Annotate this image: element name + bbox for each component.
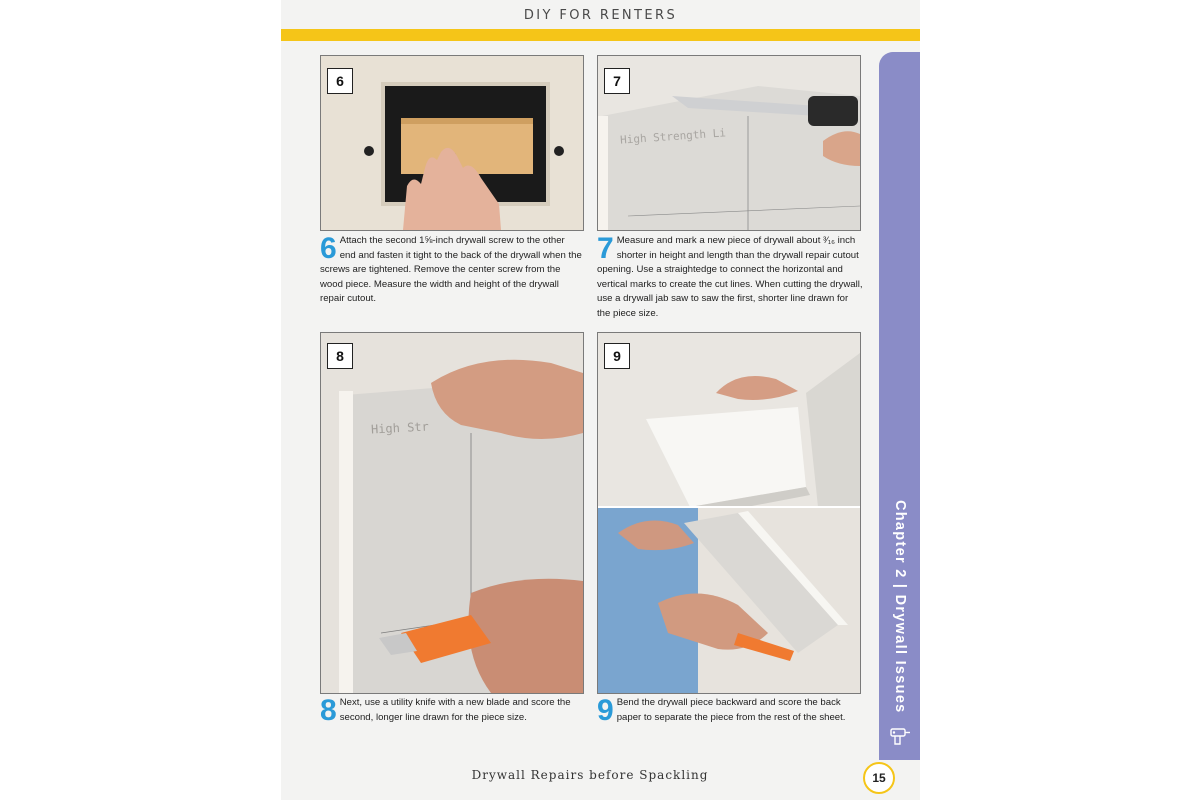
step-7-photo (597, 55, 861, 231)
running-header: DIY FOR RENTERS (523, 8, 678, 23)
step-9-text: Bend the drywall piece backward and score the back paper to separate the piece from the rest of the sheet. (616, 697, 846, 723)
step-6-text: Attach the second 1⅝-inch drywall screw to the other end and fasten it tight to the back of the drywall when the screws are tightened. Remove the center screw from the wood piece. Measure the width and height of the drywall repair cutout. (320, 235, 582, 304)
step-7-text: Measure and mark a new piece of drywall about ³⁄₁₆ inch shorter in height and length than the drywall repair cutout opening. Use a straightedge to connect the horizontal and vertical marks to create the cut lines. When cutting the drywall, use a drywall jab saw to saw the first, shorter line drawn for the piece size. (597, 235, 863, 319)
running-footer: Drywall Repairs before Spackling (471, 768, 709, 782)
step-6-caption (320, 234, 582, 307)
step-6-illustration (321, 56, 583, 230)
step-6-number-badge: 6 (327, 68, 353, 94)
step-6-dropcap: 6 (320, 232, 337, 265)
step-8-board-print: High Str (370, 419, 430, 437)
step-6-photo (320, 55, 584, 231)
step-7-number-badge: 7 (604, 68, 630, 94)
step-9-illustration (598, 333, 860, 693)
step-8-caption (320, 696, 582, 725)
step-7-caption (597, 234, 863, 321)
chapter-tab-label-wrap (879, 500, 920, 720)
step-8-dropcap: 8 (320, 694, 337, 727)
step-9-photo (597, 332, 861, 694)
header-accent-bar (281, 29, 920, 41)
step-8-text: Next, use a utility knife with a new blade and score the second, longer line drawn for the piece size. (339, 697, 571, 723)
step-8-number-badge: 8 (327, 343, 353, 369)
step-8-photo (320, 332, 584, 694)
step-9-dropcap: 9 (597, 694, 614, 727)
step-8-illustration (321, 333, 583, 693)
step-9-number-badge: 9 (604, 343, 630, 369)
step-9-caption (597, 696, 859, 725)
step-7-board-print: High Strength Li (619, 126, 727, 147)
chapter-tab-label: Chapter 2 | Drywall Issues (891, 500, 908, 714)
drill-icon (889, 725, 911, 747)
page-number: 15 (863, 762, 895, 794)
step-7-dropcap: 7 (597, 232, 614, 265)
